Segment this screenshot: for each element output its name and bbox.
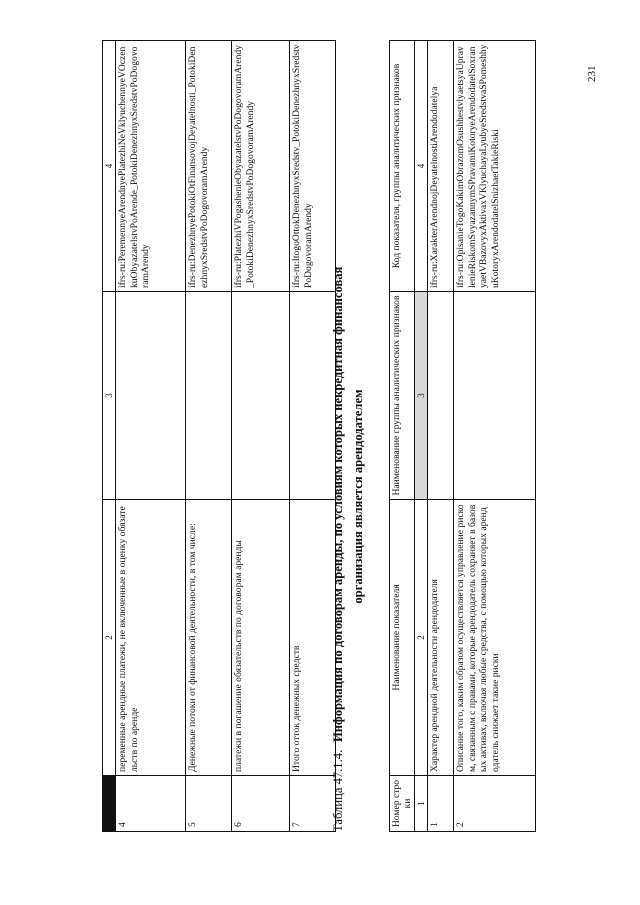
header-row-number: Номер строки [390, 776, 415, 832]
table-row [454, 41, 536, 832]
group-name [454, 292, 536, 500]
row-number: 2 [454, 776, 536, 832]
table-row [186, 41, 232, 832]
table-row [232, 41, 290, 832]
indicator-name: Итого отток денежных средств [290, 500, 336, 776]
column-index-cell: 2 [415, 500, 428, 776]
indicator-name: платежи в погашение обязательств по договорам аренды [232, 500, 290, 776]
page-number: 231 [586, 65, 598, 82]
indicator-code: ifrs-ru:XarakterArendnojDeyatelnostiArendodatelya [428, 41, 454, 292]
lessor-info-table [389, 40, 536, 832]
row-number: 5 [186, 776, 232, 832]
table-row [428, 41, 454, 832]
row-number: 7 [290, 776, 336, 832]
column-index-cell: 4 [103, 41, 116, 292]
table-row [116, 41, 186, 832]
group-name [186, 292, 232, 500]
indicator-name: Денежные потоки от финансовой деятельности, в том числе: [186, 500, 232, 776]
header-group-name: Наименование группы аналитических признаков [390, 292, 415, 500]
group-name [232, 292, 290, 500]
indicator-code: ifrs-ru:PeremennyeArendnyePlatezhiNeVklyuchennyeVOczenkuObyazatelstvPoArende_PotokiDenezhnyxSredstvPoDogovoramArendy [116, 41, 186, 292]
group-name [116, 292, 186, 500]
column-index-cell: 1 [415, 776, 428, 832]
table-caption [328, 41, 368, 832]
table-header-row [390, 41, 415, 832]
row-number: 4 [116, 776, 186, 832]
column-index-cell: 3 [415, 292, 428, 500]
header-indicator-code: Код показателя, группы аналитических признаков [390, 41, 415, 292]
indicator-name: Описание того, каким образом осуществляется управление риском, связанным с правами, которые арендодатель сохраняет в базовых активах, включая любые средства, с помощью которых арендодатель снижает такие риски [454, 500, 536, 776]
row-number: 1 [428, 776, 454, 832]
table-caption-number: Таблица 47.1.4. [331, 749, 345, 832]
column-index-cell [103, 776, 116, 832]
indicator-code: ifrs-ru:ItogoOttokDenezhnyxSredstv_PotokiDenezhnyxSredstvPoDogovoramArendy [290, 41, 336, 292]
column-index-cell: 4 [415, 41, 428, 292]
indicator-code: ifrs-ru:DenezhnyePotokiOtFinansovojDeyatelnosti_PotokiDenezhnyxSredstvPoDogovoramArendy [186, 41, 232, 292]
cash-flows-table [102, 40, 336, 832]
group-name [428, 292, 454, 500]
indicator-code: ifrs-ru:PlatezhiVPogashenieObyazatelstvPoDogovoramArendy_PotokiDenezhnyxSredstvPoDogovoramArendy [232, 41, 290, 292]
row-number: 6 [232, 776, 290, 832]
table-caption-title-line2: организация является арендодателем [351, 389, 365, 604]
column-index-row [103, 41, 116, 832]
column-index-cell: 3 [103, 292, 116, 500]
column-index-row [415, 41, 428, 832]
indicator-code: ifrs-ru:OpisanieTogoKakimObrazomOsushhestvlyaetsyaUpravlenieRiskomSvyazannymSPravamiKotoryeArendodatelSoxranyaetVBazovyxAktivaxVKlyuchayaLyubyeSredstvaSPomeshhyuKotoryxArendodatelSnizhaetTakieRiski [454, 41, 536, 292]
indicator-name: переменные арендные платежи, не включенные в оценку обязательств по аренде [116, 500, 186, 776]
indicator-name: Характер арендной деятельности арендодателя [428, 500, 454, 776]
table-caption-title: Информация по договорам аренды, по условиям которых некредитная финансовая [331, 266, 345, 742]
column-index-cell: 2 [103, 500, 116, 776]
header-indicator-name: Наименование показателя [390, 500, 415, 776]
